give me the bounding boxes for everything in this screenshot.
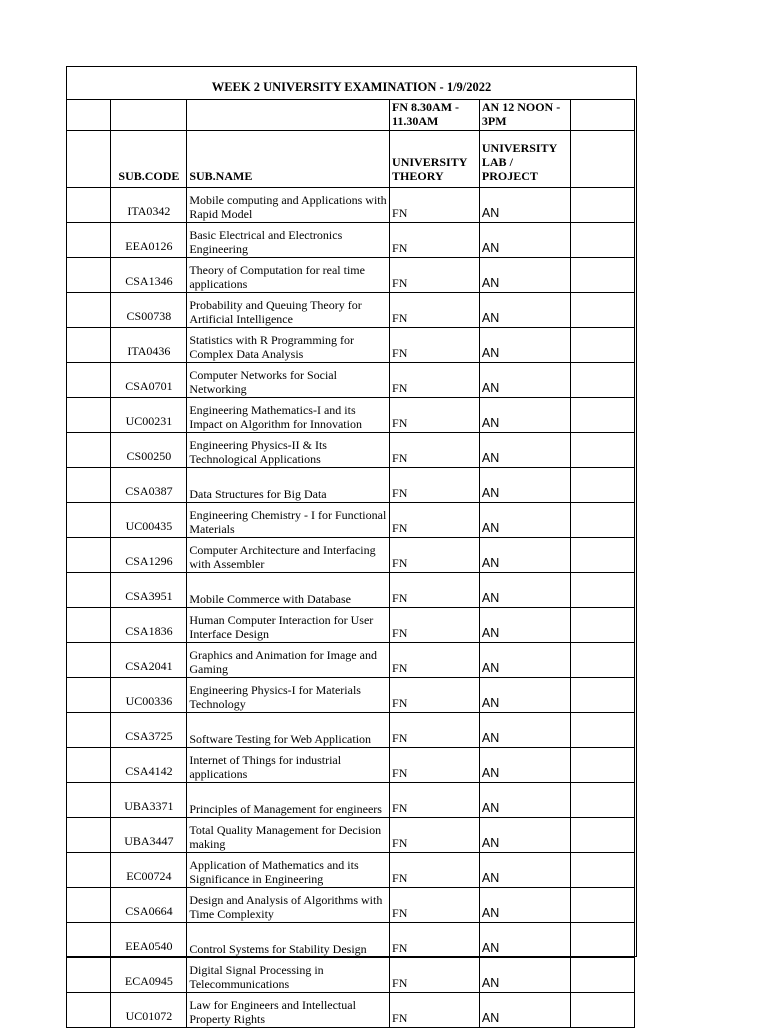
lab-session-cell <box>479 713 570 748</box>
an-session-header: AN 12 NOON - 3PM <box>479 100 570 131</box>
subject-name: Computer Networks for Social Networking <box>187 363 390 398</box>
theory-session: FN <box>392 241 408 255</box>
subject-name: Theory of Computation for real time applications <box>187 258 390 293</box>
blank-cell <box>570 923 634 958</box>
blank-cell <box>67 503 111 538</box>
subject-name: Computer Architecture and Interfacing with Assembler <box>187 538 390 573</box>
subject-code: UBA3447 <box>111 818 187 853</box>
theory-session-cell <box>390 923 480 958</box>
blank-cell <box>570 958 634 993</box>
lab-session-cell <box>479 433 570 468</box>
blank-cell <box>570 678 634 713</box>
blank-cell <box>67 888 111 923</box>
timetable <box>66 99 635 1028</box>
lab-session-cell <box>479 643 570 678</box>
theory-session: FN <box>392 346 408 360</box>
lab-session-cell <box>479 363 570 398</box>
subject-name: Digital Signal Processing in Telecommunications <box>187 958 390 993</box>
theory-session-cell <box>390 573 480 608</box>
lab-session-cell <box>479 958 570 993</box>
theory-session: FN <box>392 381 408 395</box>
blank-cell <box>570 100 634 131</box>
blank-cell <box>67 748 111 783</box>
subject-code: ITA0436 <box>111 328 187 363</box>
lab-session: AN <box>481 486 500 500</box>
blank-cell <box>67 923 111 958</box>
theory-session-cell <box>390 503 480 538</box>
theory-session: FN <box>392 976 408 990</box>
code-column-header: SUB.CODE <box>111 131 187 188</box>
exam-timetable-sheet <box>66 66 637 1026</box>
lab-session: AN <box>481 976 500 990</box>
lab-session-cell <box>479 573 570 608</box>
lab-session: AN <box>481 766 500 780</box>
blank-cell <box>67 223 111 258</box>
blank-cell <box>570 293 634 328</box>
theory-session-cell <box>390 468 480 503</box>
blank-cell <box>570 433 634 468</box>
theory-session-cell <box>390 608 480 643</box>
lab-session-cell <box>479 188 570 223</box>
blank-cell <box>67 468 111 503</box>
table-row <box>67 538 635 573</box>
blank-cell <box>67 131 111 188</box>
subject-name: Basic Electrical and Electronics Engineering <box>187 223 390 258</box>
subject-code: CSA1296 <box>111 538 187 573</box>
subject-code: UC00435 <box>111 503 187 538</box>
blank-cell <box>570 398 634 433</box>
blank-cell <box>67 433 111 468</box>
theory-session: FN <box>392 521 408 535</box>
theory-session: FN <box>392 801 408 815</box>
theory-session-cell <box>390 363 480 398</box>
blank-cell <box>67 100 111 131</box>
subject-code: CSA0387 <box>111 468 187 503</box>
blank-cell <box>67 573 111 608</box>
blank-cell <box>67 188 111 223</box>
subject-code: CSA0701 <box>111 363 187 398</box>
subject-name: Software Testing for Web Application <box>187 713 390 748</box>
blank-cell <box>570 748 634 783</box>
lab-session: AN <box>481 346 500 360</box>
subject-name: Data Structures for Big Data <box>187 468 390 503</box>
table-row <box>67 888 635 923</box>
blank-cell <box>570 853 634 888</box>
lab-session-cell <box>479 468 570 503</box>
subject-name: Principles of Management for engineers <box>187 783 390 818</box>
subject-name: Statistics with R Programming for Complex Data Analysis <box>187 328 390 363</box>
column-header-row <box>67 131 635 188</box>
lab-session-cell <box>479 293 570 328</box>
subject-name: Engineering Physics-II & Its Technological Applications <box>187 433 390 468</box>
theory-session-cell <box>390 538 480 573</box>
lab-session-cell <box>479 748 570 783</box>
blank-cell <box>570 131 634 188</box>
theory-session: FN <box>392 276 408 290</box>
lab-session: AN <box>481 1011 500 1025</box>
theory-session: FN <box>392 556 408 570</box>
subject-name: Mobile Commerce with Database <box>187 573 390 608</box>
subject-code: UC01072 <box>111 993 187 1028</box>
blank-cell <box>570 258 634 293</box>
subject-name: Control Systems for Stability Design <box>187 923 390 958</box>
blank-cell <box>570 468 634 503</box>
theory-session-cell <box>390 853 480 888</box>
lab-column-header: UNIVERSITY LAB / PROJECT <box>479 131 570 188</box>
theory-session: FN <box>392 906 408 920</box>
theory-column-header: UNIVERSITY THEORY <box>390 131 480 188</box>
blank-cell <box>67 608 111 643</box>
theory-session: FN <box>392 591 408 605</box>
blank-cell <box>570 888 634 923</box>
blank-cell <box>67 328 111 363</box>
table-row <box>67 818 635 853</box>
theory-session-cell <box>390 993 480 1028</box>
subject-code: CSA0664 <box>111 888 187 923</box>
theory-session-cell <box>390 258 480 293</box>
table-row <box>67 433 635 468</box>
lab-session-cell <box>479 398 570 433</box>
subject-code: CS00250 <box>111 433 187 468</box>
lab-session: AN <box>481 381 500 395</box>
lab-session: AN <box>481 521 500 535</box>
blank-cell <box>570 363 634 398</box>
theory-session-cell <box>390 643 480 678</box>
table-row <box>67 398 635 433</box>
lab-session-cell <box>479 223 570 258</box>
table-row <box>67 503 635 538</box>
theory-session: FN <box>392 766 408 780</box>
table-row <box>67 923 635 958</box>
theory-session-cell <box>390 328 480 363</box>
lab-session: AN <box>481 591 500 605</box>
theory-session: FN <box>392 486 408 500</box>
table-row <box>67 293 635 328</box>
blank-cell <box>187 100 390 131</box>
blank-cell <box>570 328 634 363</box>
subject-code: ECA0945 <box>111 958 187 993</box>
lab-session: AN <box>481 941 500 955</box>
subject-name: Human Computer Interaction for User Interface Design <box>187 608 390 643</box>
lab-session-cell <box>479 678 570 713</box>
table-row <box>67 223 635 258</box>
lab-session-cell <box>479 993 570 1028</box>
theory-session-cell <box>390 678 480 713</box>
table-row <box>67 783 635 818</box>
theory-session: FN <box>392 871 408 885</box>
blank-cell <box>67 643 111 678</box>
lab-session: AN <box>481 836 500 850</box>
table-row <box>67 188 635 223</box>
theory-session: FN <box>392 941 408 955</box>
blank-cell <box>67 398 111 433</box>
subject-name: Design and Analysis of Algorithms with Time Complexity <box>187 888 390 923</box>
lab-session: AN <box>481 206 500 220</box>
subject-code: CSA1346 <box>111 258 187 293</box>
subject-name: Internet of Things for industrial applications <box>187 748 390 783</box>
subject-name: Engineering Chemistry - I for Functional Materials <box>187 503 390 538</box>
subject-name: Mobile computing and Applications with Rapid Model <box>187 188 390 223</box>
lab-session: AN <box>481 696 500 710</box>
subject-code: UC00336 <box>111 678 187 713</box>
blank-cell <box>67 678 111 713</box>
blank-cell <box>570 188 634 223</box>
theory-session: FN <box>392 836 408 850</box>
table-row <box>67 713 635 748</box>
lab-session-cell <box>479 923 570 958</box>
subject-code: EC00724 <box>111 853 187 888</box>
table-row <box>67 258 635 293</box>
theory-session: FN <box>392 626 408 640</box>
table-row <box>67 643 635 678</box>
subject-code: UC00231 <box>111 398 187 433</box>
blank-cell <box>570 503 634 538</box>
subject-name: Engineering Physics-I for Materials Technology <box>187 678 390 713</box>
theory-session: FN <box>392 661 408 675</box>
theory-session-cell <box>390 713 480 748</box>
lab-session: AN <box>481 661 500 675</box>
blank-cell <box>67 958 111 993</box>
lab-session: AN <box>481 276 500 290</box>
lab-session: AN <box>481 626 500 640</box>
name-column-header: SUB.NAME <box>187 131 390 188</box>
theory-session-cell <box>390 748 480 783</box>
theory-session: FN <box>392 696 408 710</box>
blank-cell <box>67 363 111 398</box>
theory-session: FN <box>392 731 408 745</box>
table-row <box>67 468 635 503</box>
theory-session-cell <box>390 188 480 223</box>
subject-code: CS00738 <box>111 293 187 328</box>
blank-cell <box>570 818 634 853</box>
blank-cell <box>570 223 634 258</box>
subject-code: ITA0342 <box>111 188 187 223</box>
subject-name: Engineering Mathematics-I and its Impact on Algorithm for Innovation <box>187 398 390 433</box>
table-row <box>67 958 635 993</box>
lab-session: AN <box>481 416 500 430</box>
blank-cell <box>111 100 187 131</box>
theory-session: FN <box>392 1011 408 1025</box>
lab-session: AN <box>481 451 500 465</box>
theory-session-cell <box>390 433 480 468</box>
table-row <box>67 328 635 363</box>
lab-session-cell <box>479 853 570 888</box>
lab-session: AN <box>481 906 500 920</box>
blank-cell <box>67 258 111 293</box>
blank-cell <box>570 783 634 818</box>
blank-cell <box>67 538 111 573</box>
blank-cell <box>570 993 634 1028</box>
theory-session: FN <box>392 311 408 325</box>
blank-cell <box>67 783 111 818</box>
fn-session-header: FN 8.30AM - 11.30AM <box>390 100 480 131</box>
blank-cell <box>570 538 634 573</box>
blank-cell <box>67 293 111 328</box>
subject-name: Total Quality Management for Decision making <box>187 818 390 853</box>
subject-code: CSA1836 <box>111 608 187 643</box>
theory-session: FN <box>392 416 408 430</box>
lab-session-cell <box>479 538 570 573</box>
subject-code: CSA3951 <box>111 573 187 608</box>
blank-cell <box>67 993 111 1028</box>
blank-cell <box>67 713 111 748</box>
table-row <box>67 993 635 1028</box>
subject-code: EEA0540 <box>111 923 187 958</box>
theory-session-cell <box>390 293 480 328</box>
theory-session-cell <box>390 783 480 818</box>
lab-session: AN <box>481 556 500 570</box>
lab-session: AN <box>481 241 500 255</box>
theory-session-cell <box>390 888 480 923</box>
table-row <box>67 853 635 888</box>
lab-session-cell <box>479 503 570 538</box>
session-header-row <box>67 100 635 131</box>
blank-cell <box>67 853 111 888</box>
table-row <box>67 363 635 398</box>
subject-name: Application of Mathematics and its Significance in Engineering <box>187 853 390 888</box>
lab-session: AN <box>481 801 500 815</box>
theory-session: FN <box>392 451 408 465</box>
table-row <box>67 573 635 608</box>
lab-session-cell <box>479 783 570 818</box>
theory-session-cell <box>390 223 480 258</box>
table-row <box>67 748 635 783</box>
subject-name: Graphics and Animation for Image and Gaming <box>187 643 390 678</box>
subject-code: CSA4142 <box>111 748 187 783</box>
subject-code: CSA2041 <box>111 643 187 678</box>
lab-session-cell <box>479 328 570 363</box>
subject-code: CSA3725 <box>111 713 187 748</box>
lab-session: AN <box>481 731 500 745</box>
subject-name: Probability and Queuing Theory for Artificial Intelligence <box>187 293 390 328</box>
lab-session-cell <box>479 888 570 923</box>
blank-cell <box>570 573 634 608</box>
lab-session-cell <box>479 818 570 853</box>
theory-session: FN <box>392 206 408 220</box>
blank-cell <box>570 643 634 678</box>
blank-cell <box>570 608 634 643</box>
theory-session-cell <box>390 818 480 853</box>
lab-session: AN <box>481 871 500 885</box>
subject-code: EEA0126 <box>111 223 187 258</box>
sheet-title: WEEK 2 UNIVERSITY EXAMINATION - 1/9/2022 <box>211 80 492 94</box>
lab-session-cell <box>479 608 570 643</box>
theory-session-cell <box>390 958 480 993</box>
lab-session-cell <box>479 258 570 293</box>
subject-code: UBA3371 <box>111 783 187 818</box>
blank-cell <box>570 713 634 748</box>
theory-session-cell <box>390 398 480 433</box>
table-row <box>67 678 635 713</box>
blank-cell <box>67 818 111 853</box>
lab-session: AN <box>481 311 500 325</box>
table-row <box>67 608 635 643</box>
subject-name: Law for Engineers and Intellectual Property Rights <box>187 993 390 1028</box>
